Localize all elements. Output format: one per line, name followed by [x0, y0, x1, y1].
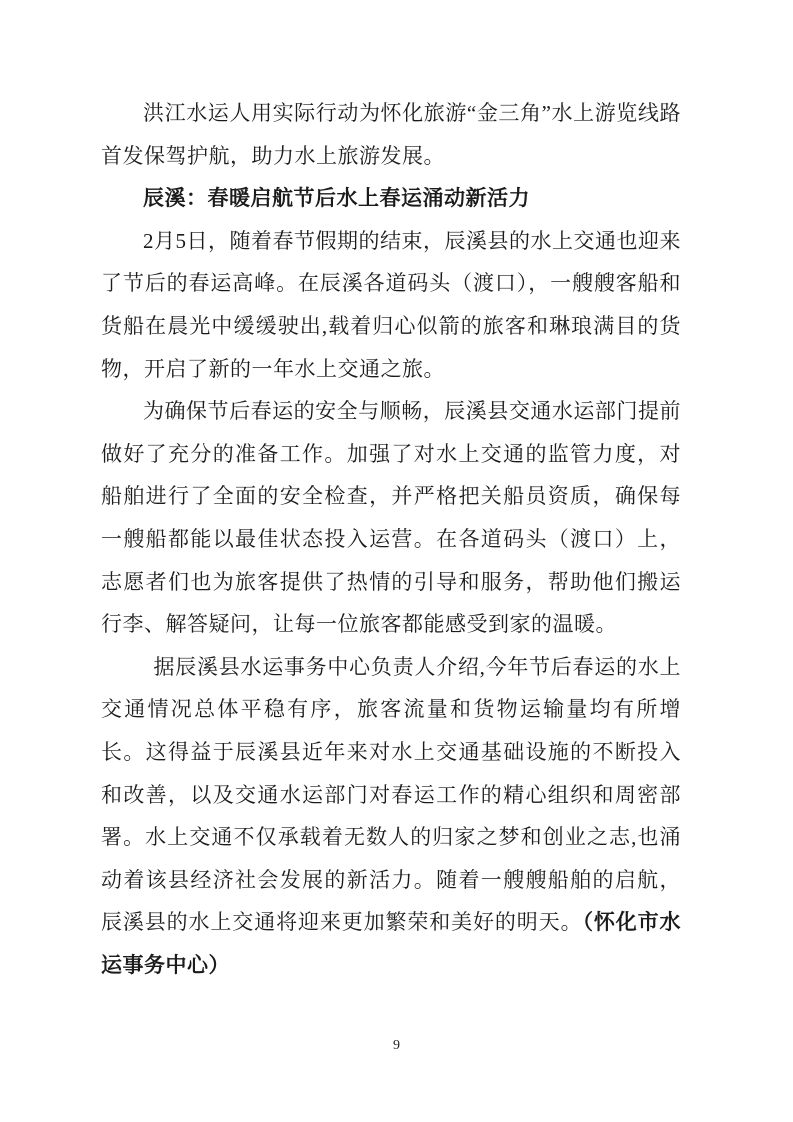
paragraph-spring-rush: 2月5日，随着春节假期的结束，辰溪县的水上交通也迎来了节后的春运高峰。在辰溪各道码头（渡口），一艘艘客船和货船在晨光中缓缓驶出,载着归心似箭的旅客和琳琅满目的货物，开启了新的一年水上交通之旅。 [101, 228, 681, 381]
section-heading-chenxi: 辰溪：春暖启航节后水上春运涌动新活力 [143, 186, 530, 211]
page-number: 9 [393, 1038, 400, 1053]
paragraph-summary-text: 据辰溪县水运事务中心负责人介绍,今年节后春运的水上交通情况总体平稳有序，旅客流量和货物运输量均有所增长。这得益于辰溪县近年来对水上交通基础设施的不断投入和改善，以及交通水运部门对春运工作的精心组织和周密部署。水上交通不仅承载着无数人的归家之梦和创业之志,也涌动着该县经济社会发展的新活力。随着一艘艘船舶的启航，辰溪县的水上交通将迎来更加繁荣和美好的明天。 [101, 654, 681, 935]
paragraph-safety-measures: 为确保节后春运的安全与顺畅，辰溪县交通水运部门提前做好了充分的准备工作。加强了对水上交通的监管力度，对船舶进行了全面的安全检查，并严格把关船员资质，确保每一艘船都能以最佳状态投入运营。在各道码头（渡口）上，志愿者们也为旅客提供了热情的引导和服务，帮助他们搬运行李、解答疑问，让每一位旅客都能感受到家的温暖。 [101, 399, 681, 637]
credit-attribution: （怀化市水运事务中心） [101, 910, 682, 977]
paragraph-summary [101, 646, 681, 987]
paragraph-hongjiang: 洪江水运人用实际行动为怀化旅游“金三角”水上游览线路首发保驾护航，助力水上旅游发展。 [101, 101, 681, 168]
document-body [101, 92, 681, 986]
